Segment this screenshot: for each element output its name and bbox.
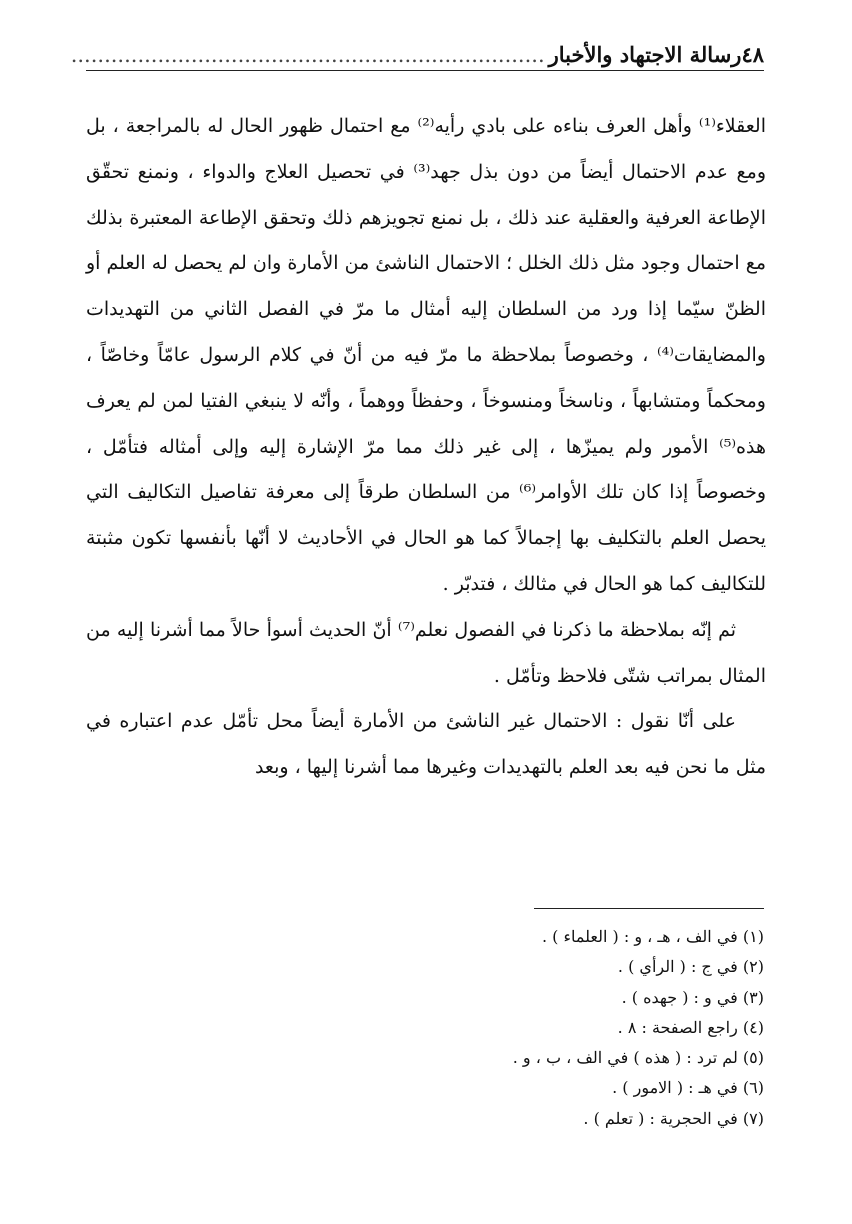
footnote: (٧) في الحجرية : ( تعلم ) . — [583, 1108, 764, 1128]
running-title-text: رسالة الاجتهاد والأخبار — [548, 42, 742, 67]
running-title — [71, 40, 742, 70]
footnote: (٣) في و : ( جهده ) . — [621, 987, 764, 1007]
footnote: (١) في الف ، هـ ، و : ( العلماء ) . — [541, 927, 764, 946]
paragraph: على أنّا نقول : الاحتمال غير الناشئ من الأمارة أيضاً محل تأمّل عدم اعتباره في مثل ما نحن فيه بعد العلم بالتهديدات وغيرها مما أشرنا إليها ، وبعد — [86, 710, 766, 779]
page-number: ٤٨ — [741, 42, 764, 67]
footnote: (٥) لم ترد : ( هذه ) في الف ، ب ، و . — [512, 1048, 764, 1068]
footnote: (٤) راجع الصفحة : ٨ . — [617, 1017, 764, 1037]
paragraph: العقلاء⁽¹⁾ وأهل العرف بناءه على بادي رأيه⁽²⁾ مع احتمال ظهور الحال له بالمراجعة ، بل ومع عدم الاحتمال أيضاً من دون بذل جهد⁽³⁾ في تحصيل العلاج والدواء ، ونمنع تحقّق الإطاعة العرفية والعقلية عند ذلك ، بل نمنع تجويزهم ذلك وتحقق الإطاعة المعتبرة بذلك مع احتمال وجود مثل ذلك الخلل ؛ الاحتمال الناشئ من الأمارة وان لم يحصل له العلم أو الظنّ سيّما إذا ورد من السلطان إليه أمثال ما مرّ في الفصل الثاني من التهديدات والمضايقات⁽⁴⁾ ، وخصوصاً بملاحظة ما مرّ فيه من أنّ في كلام الرسول عامّاً وخاصّاً ، ومحكماً ومتشابهاً ، وناسخاً ومنسوخاً ، وحفظاً ووهماً ، وأنّه لا ينبغي الفتيا لمن لم يعرف هذه⁽⁵⁾ الأمور ولم يميزّها ، إلى غير ذلك مما مرّ الإشارة إليه وإلى أمثاله فتأمّل ، وخصوصاً إذا كان تلك الأوامر⁽⁶⁾ من السلطان طرقاً إلى معرفة تفاصيل التكاليف التي يحصل العلم بالتكليف بها إجمالاً كما هو الحال في الأحاديث لا أنّها بأنفسها تكون مثبتة للتكاليف كما هو الحال في مثالك ، فتدبّر . — [86, 115, 766, 595]
paragraph: ثم إنّه بملاحظة ما ذكرنا في الفصول نعلم⁽⁷⁾ أنّ الحديث أسوأ حالاً مما أشرنا إليه من المثال بمراتب شتّى فلاحظ وتأمّل . — [86, 618, 766, 687]
footnote-separator — [534, 908, 764, 909]
page-header — [70, 36, 764, 71]
main-text — [86, 104, 766, 791]
footnote: (٦) في هـ : ( الامور ) . — [612, 1078, 764, 1098]
footnotes — [86, 922, 764, 1134]
leader-dots: ....................................................................... — [70, 43, 545, 67]
footnote: (٢) في ج : ( الرأي ) . — [617, 957, 764, 977]
